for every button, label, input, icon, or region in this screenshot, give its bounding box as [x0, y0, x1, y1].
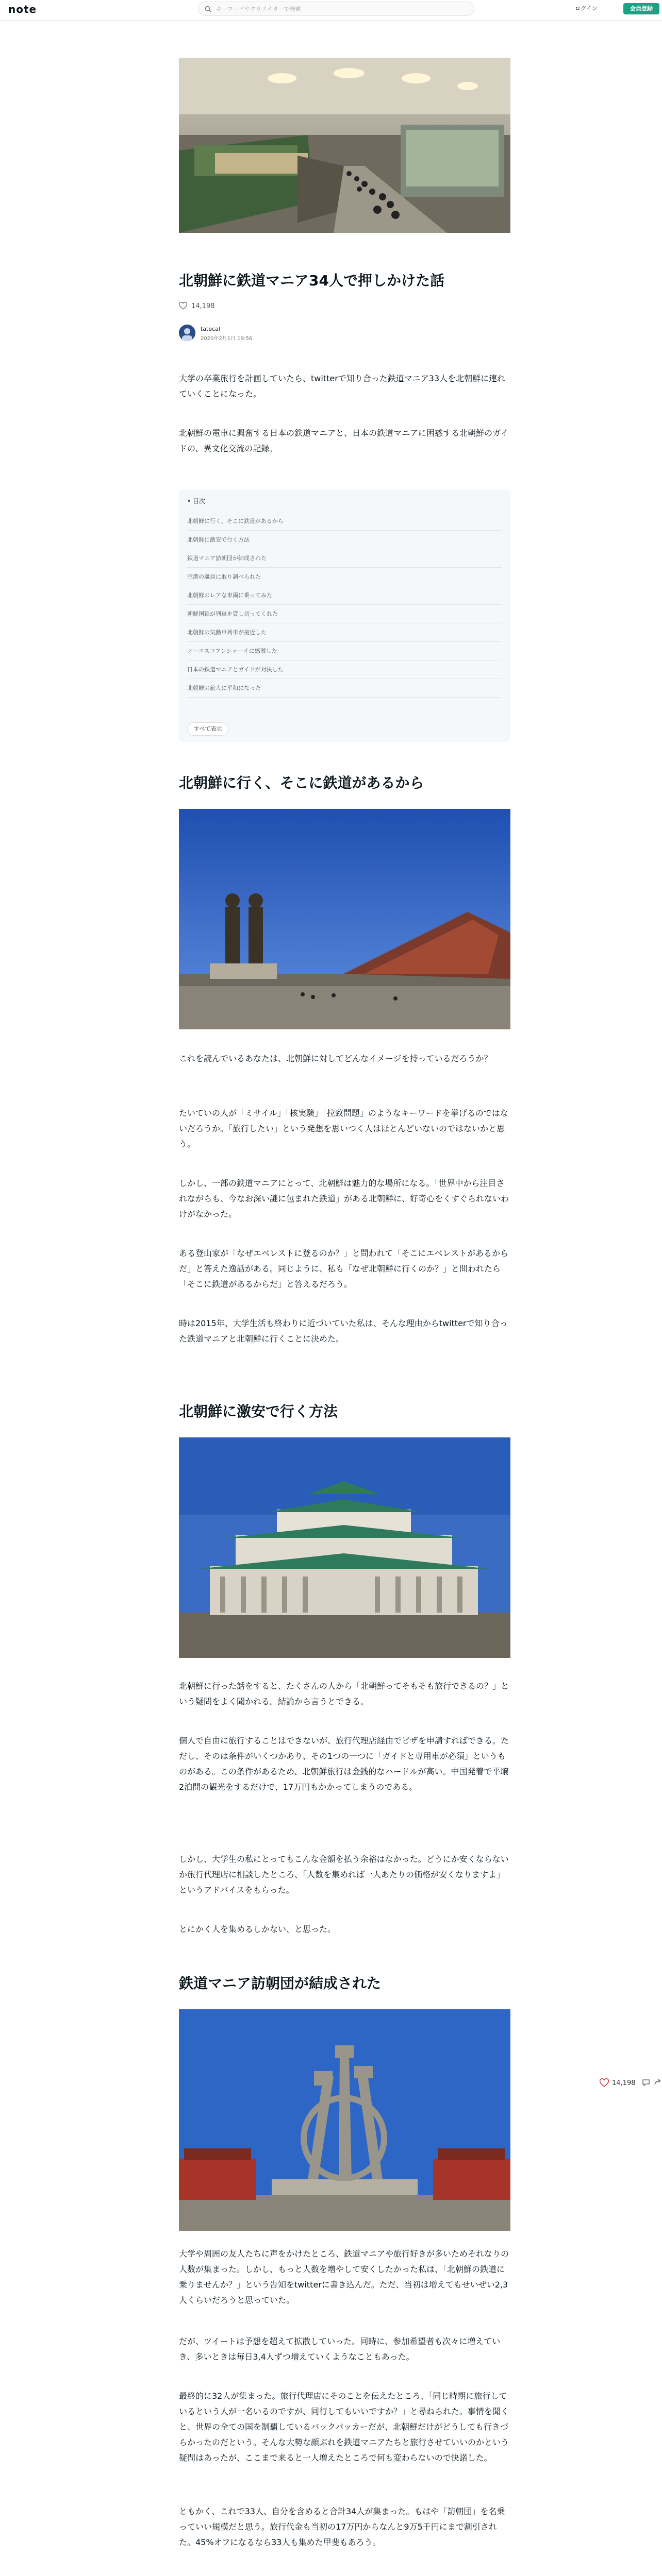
toc-item[interactable]: 日本の鉄道マニアとガイドが対決した	[187, 660, 502, 679]
author-name[interactable]: tatecal	[201, 326, 220, 332]
toc-item[interactable]: 北朝鮮の旅人に平和になった	[187, 679, 502, 698]
publish-date: 2020年2月1日 19:56	[201, 336, 253, 342]
photo-party-founding-monument	[179, 2009, 510, 2231]
toc-item[interactable]: 北朝鮮に激安で行く方法	[187, 531, 502, 549]
toc-item[interactable]: 朝鮮国鉄が列車を貸し切ってくれた	[187, 605, 502, 623]
hero-image-metro-station	[179, 58, 510, 233]
like-count: 14,198	[191, 302, 215, 310]
toc-item[interactable]: ノーエスコアンシャーイに感激した	[187, 642, 502, 660]
photo-grand-peoples-study-house	[179, 1437, 510, 1658]
section-3-paragraph: ともかく、これで33人、自分を含めると合計34人が集まった。もはや「訪朝団」を名乗っていい規模だと思う。旅行代金も当初の17万円からなんと9万5千円にまで割引された。45%オフになるなら33人も集めた甲斐もあろう。	[179, 2506, 505, 2547]
section-2-paragraph: とにかく人を集めるしかない、と思った。	[179, 1924, 336, 1934]
section-1-paragraph: 時は2015年、大学生活も終わりに近づいていた私は、そんな理由からtwitterで知り合った鉄道マニアと北朝鮮に行くことに決めた。	[179, 1318, 508, 1344]
toc-item[interactable]: 空港の職員に取り調べられた	[187, 568, 502, 586]
search-box[interactable]	[198, 2, 474, 16]
section-heading-3: 鉄道マニア訪朝団が結成された	[179, 1975, 382, 1992]
table-of-contents	[179, 489, 510, 742]
like-counter[interactable]	[179, 302, 215, 310]
section-heading-1: 北朝鮮に行く、そこに鉄道があるから	[179, 774, 424, 791]
article-title: 北朝鮮に鉄道マニア34人で押しかけた話	[179, 272, 444, 289]
section-3-paragraph: 最終的に32人が集まった。旅行代理店にそのことを伝えたところ、「同じ時期に旅行しているという人が一名いるのですが、同行してもいいですか？」と尋ねられた。事情を聞くと、世界の全ての国を制覇しているバックパッカーだが、北朝鮮だけがどうしても行きづらかったのだという。そんな大勢な顔ぶれを鉄道マニアたちと旅行させていいのかという疑問はあったが、ここまで来ると一人増えたところで何も変わらないので快諾した。	[179, 2391, 509, 2463]
side-like-button[interactable]	[600, 2078, 636, 2087]
toc-item[interactable]: 北朝鮮のレアな車両に乗ってみた	[187, 586, 502, 605]
signup-button[interactable]: 会員登録	[623, 3, 659, 14]
intro-paragraph-2: 北朝鮮の電車に興奮する日本の鉄道マニアと、日本の鉄道マニアに困惑する北朝鮮のガイドの、異文化交流の記録。	[179, 428, 509, 453]
section-heading-2: 北朝鮮に激安で行く方法	[179, 1403, 338, 1420]
login-link[interactable]: ログイン	[575, 5, 598, 12]
section-1-paragraph: しかし、一部の鉄道マニアにとって、北朝鮮は魅力的な場所になる。「世界中から注目されながらも、今なお深い謎に包まれた鉄道」がある北朝鮮に、好奇心をくすぐられないわけがなかった。	[179, 1178, 509, 1219]
section-3-paragraph: だが、ツイートは予想を超えて拡散していった。同時に、参加希望者も次々に増えていき、多いときは毎日3,4人ずつ増えていくようなこともあった。	[179, 2336, 501, 2362]
comment-icon[interactable]	[642, 2078, 650, 2087]
heart-icon[interactable]	[179, 302, 187, 310]
toc-list	[187, 512, 502, 698]
toc-heading: • 目次	[187, 498, 205, 505]
section-3-paragraph: 大学や周囲の友人たちに声をかけたところ、鉄道マニアや旅行好きが多いためそれなりの人数が集まった。しかし、もっと人数を増やして安くしたかった私は、「北朝鮮の鉄道に乗りませんか？」という告知をtwitterに書き込んだ。ただ、当初は増えてもせいぜい2,3人くらいだろうと思っていた。	[179, 2249, 509, 2305]
author-avatar[interactable]	[179, 325, 195, 341]
heart-icon[interactable]	[600, 2078, 609, 2087]
share-icon[interactable]	[653, 2078, 661, 2087]
note-logo[interactable]: note	[8, 3, 37, 15]
section-1-paragraph: ある登山家が「なぜエベレストに登るのか？」と問われて「そこにエベレストがあるからだ」と答えた逸話がある。同じように、私も「なぜ北朝鮮に行くのか？」と問われたら「そこに鉄道があるからだ」と答えるだろう。	[179, 1248, 509, 1289]
side-action-bar	[600, 2077, 661, 2090]
intro-paragraph-1: 大学の卒業旅行を計画していたら、twitterで知り合った鉄道マニア33人を北朝鮮に連れていくことになった。	[179, 374, 506, 399]
toc-item[interactable]: 北朝鮮に行く、そこに鉄道があるから	[187, 512, 502, 531]
toc-item[interactable]: 北朝鮮の気動車列車が接近した	[187, 623, 502, 642]
search-input[interactable]	[216, 3, 464, 15]
toc-item[interactable]: 鉄道マニア訪朝団が結成された	[187, 549, 502, 568]
section-2-paragraph: 個人で自由に旅行することはできないが、旅行代理店経由でビザを申請すればできる。ただし、そのは条件がいくつかあり、その1つの一つに「ガイドと専用車が必須」というものがある。この条件があるため、北朝鮮旅行は金銭的なハードルが高い。中国発着で平壌2泊間の観光をするだけで、17万円もかかってしまうのである。	[179, 1736, 509, 1792]
section-1-paragraph: たいていの人が「ミサイル」「核実験」「拉致問題」のようなキーワードを挙げるのではないだろうか。「旅行したい」という発想を思いつく人はほとんどいないのではないかと思う。	[179, 1108, 508, 1149]
global-header	[0, 0, 662, 21]
search-icon	[205, 6, 211, 12]
section-2-paragraph: しかし、大学生の私にとってもこんな金額を払う余裕はなかった。どうにか安くならないか旅行代理店に相談したところ、「人数を集めれば一人あたりの価格が安くなりますよ」というアドバイスをもらった。	[179, 1854, 509, 1895]
photo-mansudae-monument	[179, 809, 510, 1029]
section-2-paragraph: 北朝鮮に行った話をすると、たくさんの人から「北朝鮮ってそもそも旅行できるの？」という疑問をよく聞かれる。結論から言うとできる。	[179, 1681, 509, 1706]
side-like-count: 14,198	[612, 2079, 636, 2087]
section-1-paragraph: これを読んでいるあなたは、北朝鮮に対してどんなイメージを持っているだろうか？	[179, 1054, 492, 1063]
toc-show-all-button[interactable]: すべて表示	[187, 722, 228, 736]
